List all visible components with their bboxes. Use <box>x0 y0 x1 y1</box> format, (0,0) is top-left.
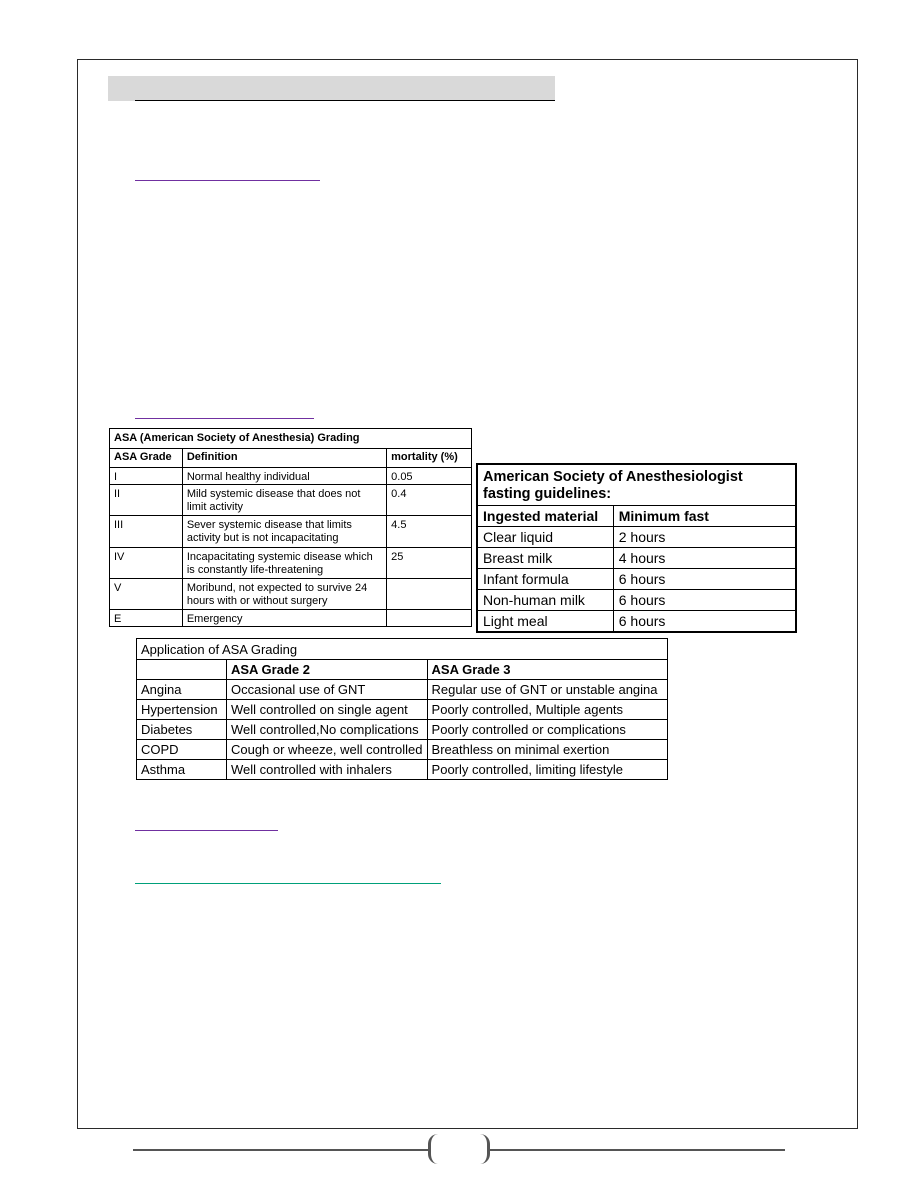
table-row <box>477 590 796 611</box>
fasting-material-cell: Breast milk <box>477 548 613 569</box>
fasting-duration-cell: 4 hours <box>613 548 796 569</box>
fasting-duration-cell: 6 hours <box>613 611 796 633</box>
application-grade-3-cell: Regular use of GNT or unstable angina <box>427 680 667 700</box>
footer-rule-left <box>133 1149 429 1151</box>
application-grade-2-cell: Well controlled on single agent <box>226 700 427 720</box>
table-row <box>137 700 668 720</box>
fasting-duration-cell: 2 hours <box>613 527 796 548</box>
asa-grade-cell: E <box>110 610 183 627</box>
application-grade-3-cell: Breathless on minimal exertion <box>427 740 667 760</box>
fasting-duration-cell: 6 hours <box>613 590 796 611</box>
asa-definition-cell: Sever systemic disease that limits activity but is not incapacitating <box>182 516 386 548</box>
fasting-header-material: Ingested material <box>477 506 613 527</box>
table-row <box>110 610 472 627</box>
application-condition-cell: Hypertension <box>137 700 227 720</box>
table-row <box>137 680 668 700</box>
asa-grading-table <box>109 428 472 627</box>
asa-grade-cell: III <box>110 516 183 548</box>
table-row <box>110 468 472 485</box>
table-row <box>477 569 796 590</box>
table-row <box>477 527 796 548</box>
table-row <box>137 720 668 740</box>
asa-definition-cell: Mild systemic disease that does not limit activity <box>182 485 386 516</box>
application-grade-2-cell: Well controlled with inhalers <box>226 760 427 780</box>
asa-mortality-cell <box>387 579 472 610</box>
asa-definition-cell: Moribund, not expected to survive 24 hours with or without surgery <box>182 579 386 610</box>
application-header-grade-3: ASA Grade 3 <box>427 660 667 680</box>
application-header-empty <box>137 660 227 680</box>
application-condition-cell: Asthma <box>137 760 227 780</box>
application-condition-cell: Diabetes <box>137 720 227 740</box>
application-header-grade-2: ASA Grade 2 <box>226 660 427 680</box>
fasting-material-cell: Infant formula <box>477 569 613 590</box>
asa-header-definition: Definition <box>182 449 386 468</box>
table-row <box>110 516 472 548</box>
asa-header-grade: ASA Grade <box>110 449 183 468</box>
application-table-title: Application of ASA Grading <box>137 639 668 660</box>
footer-rule-right <box>488 1149 785 1151</box>
fasting-material-cell: Non-human milk <box>477 590 613 611</box>
fasting-material-cell: Clear liquid <box>477 527 613 548</box>
section-heading-underline-2 <box>135 418 314 419</box>
asa-grade-cell: I <box>110 468 183 485</box>
section-heading-underline-3 <box>135 830 278 831</box>
section-heading-underline-4 <box>135 883 441 884</box>
application-grade-3-cell: Poorly controlled or complications <box>427 720 667 740</box>
table-row <box>477 548 796 569</box>
application-grade-2-cell: Occasional use of GNT <box>226 680 427 700</box>
asa-header-mortality: mortality (%) <box>387 449 472 468</box>
application-condition-cell: COPD <box>137 740 227 760</box>
asa-definition-cell: Emergency <box>182 610 386 627</box>
application-grade-3-cell: Poorly controlled, limiting lifestyle <box>427 760 667 780</box>
asa-mortality-cell: 4.5 <box>387 516 472 548</box>
asa-mortality-cell: 25 <box>387 548 472 579</box>
table-row <box>137 740 668 760</box>
fasting-guidelines-table <box>476 463 797 633</box>
asa-table-title: ASA (American Society of Anesthesia) Grading <box>110 429 472 449</box>
table-row <box>477 611 796 633</box>
application-grade-2-cell: Cough or wheeze, well controlled <box>226 740 427 760</box>
fasting-material-cell: Light meal <box>477 611 613 633</box>
footer-right-brace-icon <box>478 1134 490 1164</box>
header-bar <box>108 76 555 101</box>
table-row <box>110 579 472 610</box>
fasting-duration-cell: 6 hours <box>613 569 796 590</box>
asa-application-table <box>136 638 668 780</box>
asa-grade-cell: V <box>110 579 183 610</box>
asa-grade-cell: IV <box>110 548 183 579</box>
header-rule <box>135 100 555 101</box>
application-grade-2-cell: Well controlled,No complications <box>226 720 427 740</box>
section-heading-underline-1 <box>135 180 320 181</box>
table-row <box>110 485 472 516</box>
asa-grade-cell: II <box>110 485 183 516</box>
application-condition-cell: Angina <box>137 680 227 700</box>
table-row <box>110 548 472 579</box>
application-grade-3-cell: Poorly controlled, Multiple agents <box>427 700 667 720</box>
asa-mortality-cell: 0.05 <box>387 468 472 485</box>
fasting-header-minimum-fast: Minimum fast <box>613 506 796 527</box>
asa-definition-cell: Normal healthy individual <box>182 468 386 485</box>
table-row <box>137 760 668 780</box>
asa-mortality-cell: 0.4 <box>387 485 472 516</box>
fasting-table-title: American Society of Anesthesiologist fasting guidelines: <box>477 464 796 506</box>
footer-left-brace-icon <box>428 1134 440 1164</box>
asa-definition-cell: Incapacitating systemic disease which is constantly life-threatening <box>182 548 386 579</box>
asa-mortality-cell <box>387 610 472 627</box>
